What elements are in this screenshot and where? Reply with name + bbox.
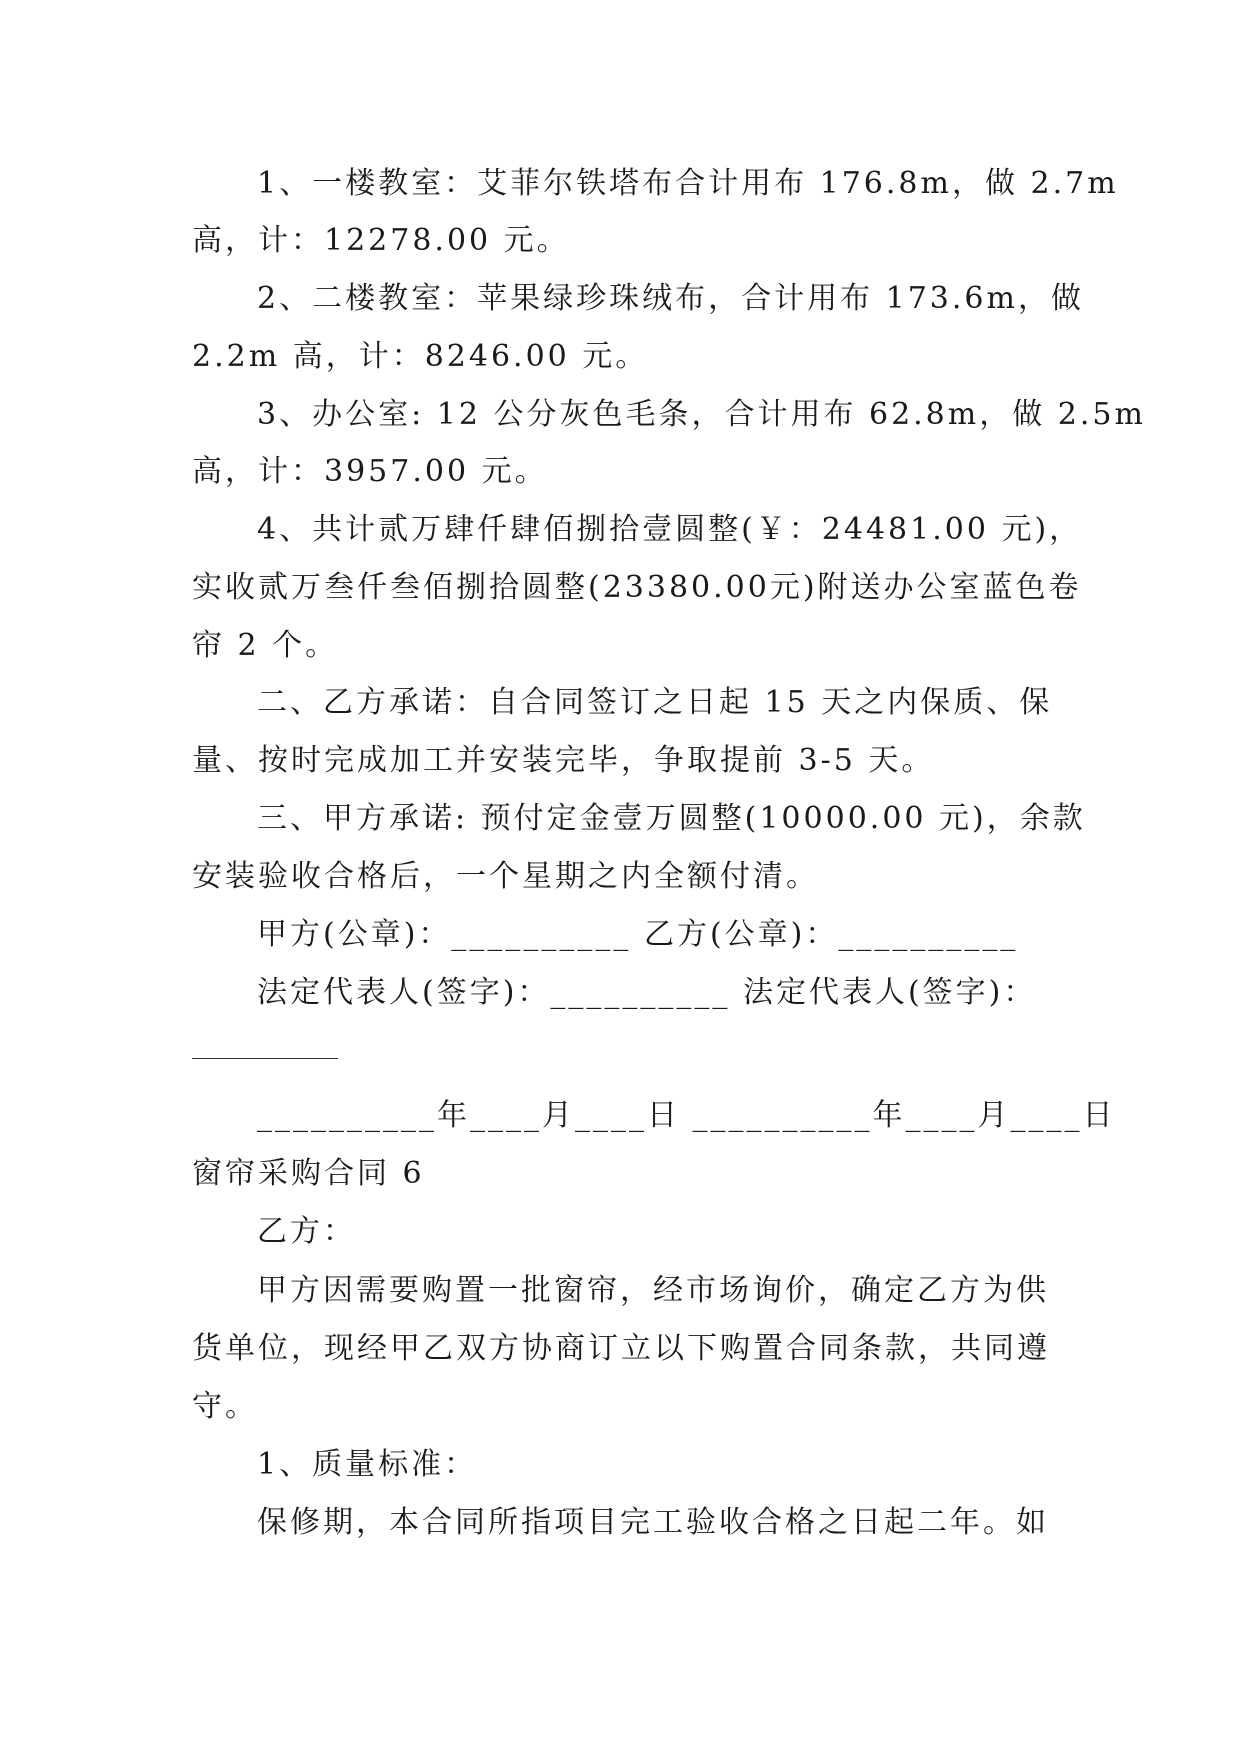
section-heading: 窗帘采购合同 6 (192, 1156, 425, 1191)
text-line: 乙方： (257, 1214, 356, 1249)
text-line: 3、办公室: 12 公分灰色毛条，合计用布 62.8m，做 2.5m (257, 397, 1146, 432)
text-line: 帘 2 个。 (192, 628, 339, 663)
date-line: __________年____月____日 __________年____月____日 (257, 1098, 1116, 1133)
signature-blank (192, 1058, 338, 1059)
text-line: 1、一楼教室：艾菲尔铁塔布合计用布 176.8m，做 2.7m (257, 166, 1119, 201)
text-line: 量、按时完成加工并安装完毕，争取提前 3-5 天。 (192, 743, 935, 778)
text-line: 2、二楼教室：苹果绿珍珠绒布，合计用布 173.6m，做 (257, 281, 1084, 316)
text-line: 守。 (192, 1389, 258, 1424)
signature-line-seal: 甲方(公章)：__________ 乙方(公章)：__________ (257, 917, 1019, 952)
signature-line-representative: 法定代表人(签字)：__________ 法定代表人(签字)： (257, 975, 1037, 1010)
text-line: 1、质量标准： (257, 1447, 478, 1482)
text-line: 货单位，现经甲乙双方协商订立以下购置合同条款，共同遵 (192, 1331, 1050, 1366)
text-line: 2.2m 高，计：8246.00 元。 (192, 339, 649, 374)
text-line: 三、甲方承诺: 预付定金壹万圆整(10000.00 元)，余款 (257, 801, 1086, 836)
text-line: 二、乙方承诺：自合同签订之日起 15 天之内保质、保 (257, 685, 1053, 720)
text-line: 高，计：12278.00 元。 (192, 223, 570, 258)
text-line: 高，计：3957.00 元。 (192, 454, 548, 489)
text-line: 保修期，本合同所指项目完工验收合格之日起二年。如 (257, 1505, 1049, 1540)
text-line: 安装验收合格后，一个星期之内全额付清。 (192, 859, 819, 894)
text-line: 4、共计贰万肆仟肆佰捌拾壹圆整(￥：24481.00 元)， (257, 512, 1083, 547)
text-line: 实收贰万叁仟叁佰捌拾圆整(23380.00元)附送办公室蓝色卷 (192, 570, 1082, 605)
text-line: 甲方因需要购置一批窗帘，经市场询价，确定乙方为供 (257, 1273, 1049, 1308)
